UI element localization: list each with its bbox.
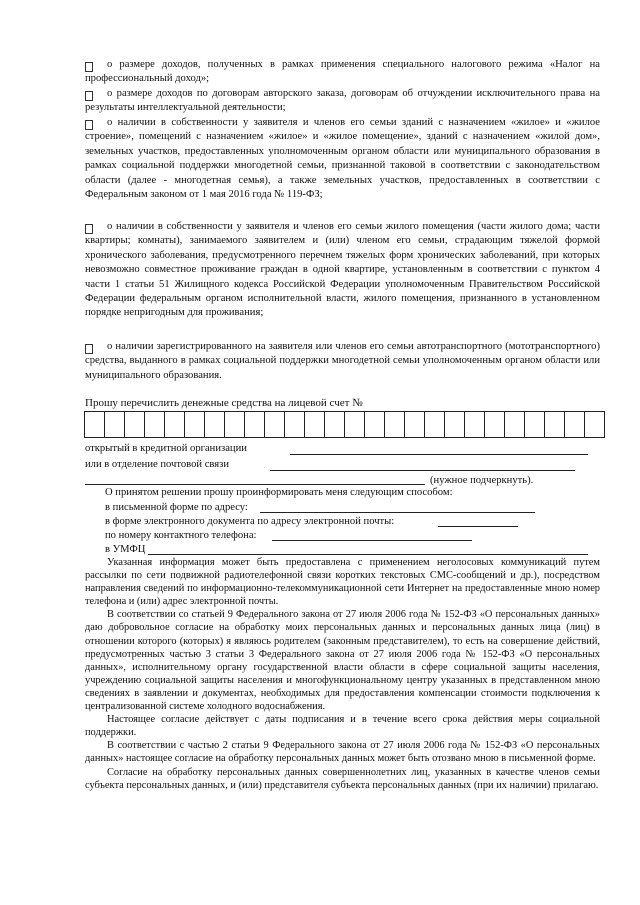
inform-email-label: в форме электронного документа по адресу электронной почты: (105, 516, 395, 527)
account-digit-box[interactable] (284, 411, 305, 438)
paragraph-messaging: Указанная информация может быть предоставлена с применением неголосовых коммуникаций путем рассылки по сети подвижной радиотелефонной связи коротких текстовых СМС-сообщений и др.), посредством направления сведений по информационно-телекоммуникационной сети Интернет на предоставленные мною номер телефона и (или) адрес электронной почты. (85, 557, 600, 608)
account-digit-box[interactable] (184, 411, 205, 438)
account-digit-box[interactable] (344, 411, 365, 438)
account-digit-box[interactable] (564, 411, 585, 438)
account-digit-box[interactable] (204, 411, 225, 438)
account-digit-box[interactable] (104, 411, 125, 438)
account-digit-box[interactable] (144, 411, 165, 438)
item-4-text: о наличии в собственности у заявителя и членов его семьи жилого помещения (части жилого дома; части квартиры; комнаты), занимаемого заявителем и (или) членом его семьи, страдающим тяжелой формой хронического заболевания, предусмотренного перечнем тяжелых форм хронических заболеваний, при которых невозможно совместное проживание граждан в одной квартире, установленным в соответствии с пунктом 4 части 1 статьи 51 Жилищного кодекса Российской Федерации уполномоченным Правительством Российской Федерации федеральным органом исполнительной власти, жилого помещения, признанного в установленном порядке непригодным для проживания; (85, 221, 600, 319)
account-digit-box[interactable] (544, 411, 565, 438)
account-digit-box[interactable] (444, 411, 465, 438)
paragraph-revocation: В соответствии с частью 2 статьи 9 Федерального закона от 27 июля 2006 года № 152-ФЗ «О персональных данных» настоящее согласие на обработку персональных данных может быть отозвано мною в письменной форме. (85, 740, 600, 765)
account-digit-box[interactable] (424, 411, 445, 438)
paragraph-consent: В соответствии со статьей 9 Федерального закона от 27 июля 2006 года № 152-ФЗ «О персональных данных» даю добровольное согласие на обработку моих персональных данных и персональных данных лица (лиц) в отношении которого (которых) я являюсь родителем (законным представителем), то есть на совершение действий, предусмотренных частью 3 статьи 3 Федерального закона от 27 июля 2006 года № 152-ФЗ «О персональных данных», исполнительному органу государственной власти области в сфере социальной защиты населения, учреждению социальной защиты населения и многофункциональному центру указанных в представленном мною сведениях в заявлении и документах, необходимых для предоставления компенсации стоимости подключения к централизованной системе холодного водоснабжения. (85, 609, 600, 713)
item-5 (85, 340, 600, 383)
inform-mfc-label: в УМФЦ (105, 544, 146, 555)
inform-phone-label: по номеру контактного телефона: (105, 530, 257, 541)
account-digit-box[interactable] (384, 411, 405, 438)
underline-note: (нужное подчеркнуть). (430, 475, 534, 486)
item-5-text: о наличии зарегистрированного на заявителя или членов его семьи автотранспортного (мототранспортного) средства, выданного в рамках социальной поддержки многодетной семьи уполномоченным органом области или муниципального образования. (85, 341, 600, 381)
item-2-text: о размере доходов по договорам авторского заказа, договорам об отчуждении исключительного права на результаты интеллектуальной деятельности; (85, 88, 600, 114)
account-digit-box[interactable] (324, 411, 345, 438)
inform-label: О принятом решении прошу проинформировать меня следующим способом: (105, 487, 453, 498)
item-3-text: о наличии в собственности у заявителя и членов его семьи зданий с назначением «жилое» и «жилое строение», помещений с назначением «жилое» и «жилое помещение», зданий с назначением «жилой дом», земельных участков, предоставленных уполномоченным органом области или муниципального образования в рамках социальной поддержки многодетной семьи, признанной таковой в соответствии с законодательством области (далее - многодетная семья), а также земельных участков, предоставленных в соответствии с Федеральным законом от 1 мая 2016 года № 119-ФЗ; (85, 117, 600, 201)
account-label: Прошу перечислить денежные средства на лицевой счет № (85, 397, 363, 409)
account-digit-box[interactable] (224, 411, 245, 438)
post-office-field-2[interactable] (85, 484, 425, 485)
inform-mfc-field[interactable] (148, 554, 588, 555)
account-digit-box[interactable] (124, 411, 145, 438)
item-2 (85, 87, 600, 116)
account-digit-box[interactable] (164, 411, 185, 438)
item-1-text: о размере доходов, полученных в рамках применения специального налогового режима «Налог на профессиональный доход»; (85, 59, 600, 85)
account-digit-box[interactable] (364, 411, 385, 438)
account-digit-box[interactable] (264, 411, 285, 438)
account-digit-box[interactable] (584, 411, 605, 438)
account-digit-box[interactable] (404, 411, 425, 438)
paragraph-attachment: Согласие на обработку персональных данных совершеннолетних лиц, указанных в качестве членов семьи субъекта персональных данных, и (или) представителя субъекта персональных данных (при их наличии) прилагаю. (85, 766, 600, 791)
account-number-boxes[interactable] (85, 411, 605, 438)
post-office-label: или в отделение почтовой связи (85, 459, 229, 470)
item-4 (85, 220, 600, 321)
inform-written-label: в письменной форме по адресу: (105, 502, 248, 513)
account-digit-box[interactable] (504, 411, 525, 438)
credit-org-label: открытый в кредитной организации (85, 443, 247, 454)
post-office-field[interactable] (270, 470, 575, 471)
account-digit-box[interactable] (484, 411, 505, 438)
inform-phone-field[interactable] (272, 540, 472, 541)
account-digit-box[interactable] (244, 411, 265, 438)
inform-email-field[interactable] (438, 526, 518, 527)
account-digit-box[interactable] (464, 411, 485, 438)
consent-section (85, 556, 600, 792)
paragraph-validity: Настоящее согласие действует с даты подписания и в течение всего срока действия меры социальной поддержки. (85, 714, 600, 739)
account-digit-box[interactable] (84, 411, 105, 438)
credit-org-field[interactable] (290, 454, 588, 455)
item-1 (85, 58, 600, 87)
account-digit-box[interactable] (304, 411, 325, 438)
item-3 (85, 116, 600, 202)
inform-written-field[interactable] (260, 512, 535, 513)
account-digit-box[interactable] (524, 411, 545, 438)
